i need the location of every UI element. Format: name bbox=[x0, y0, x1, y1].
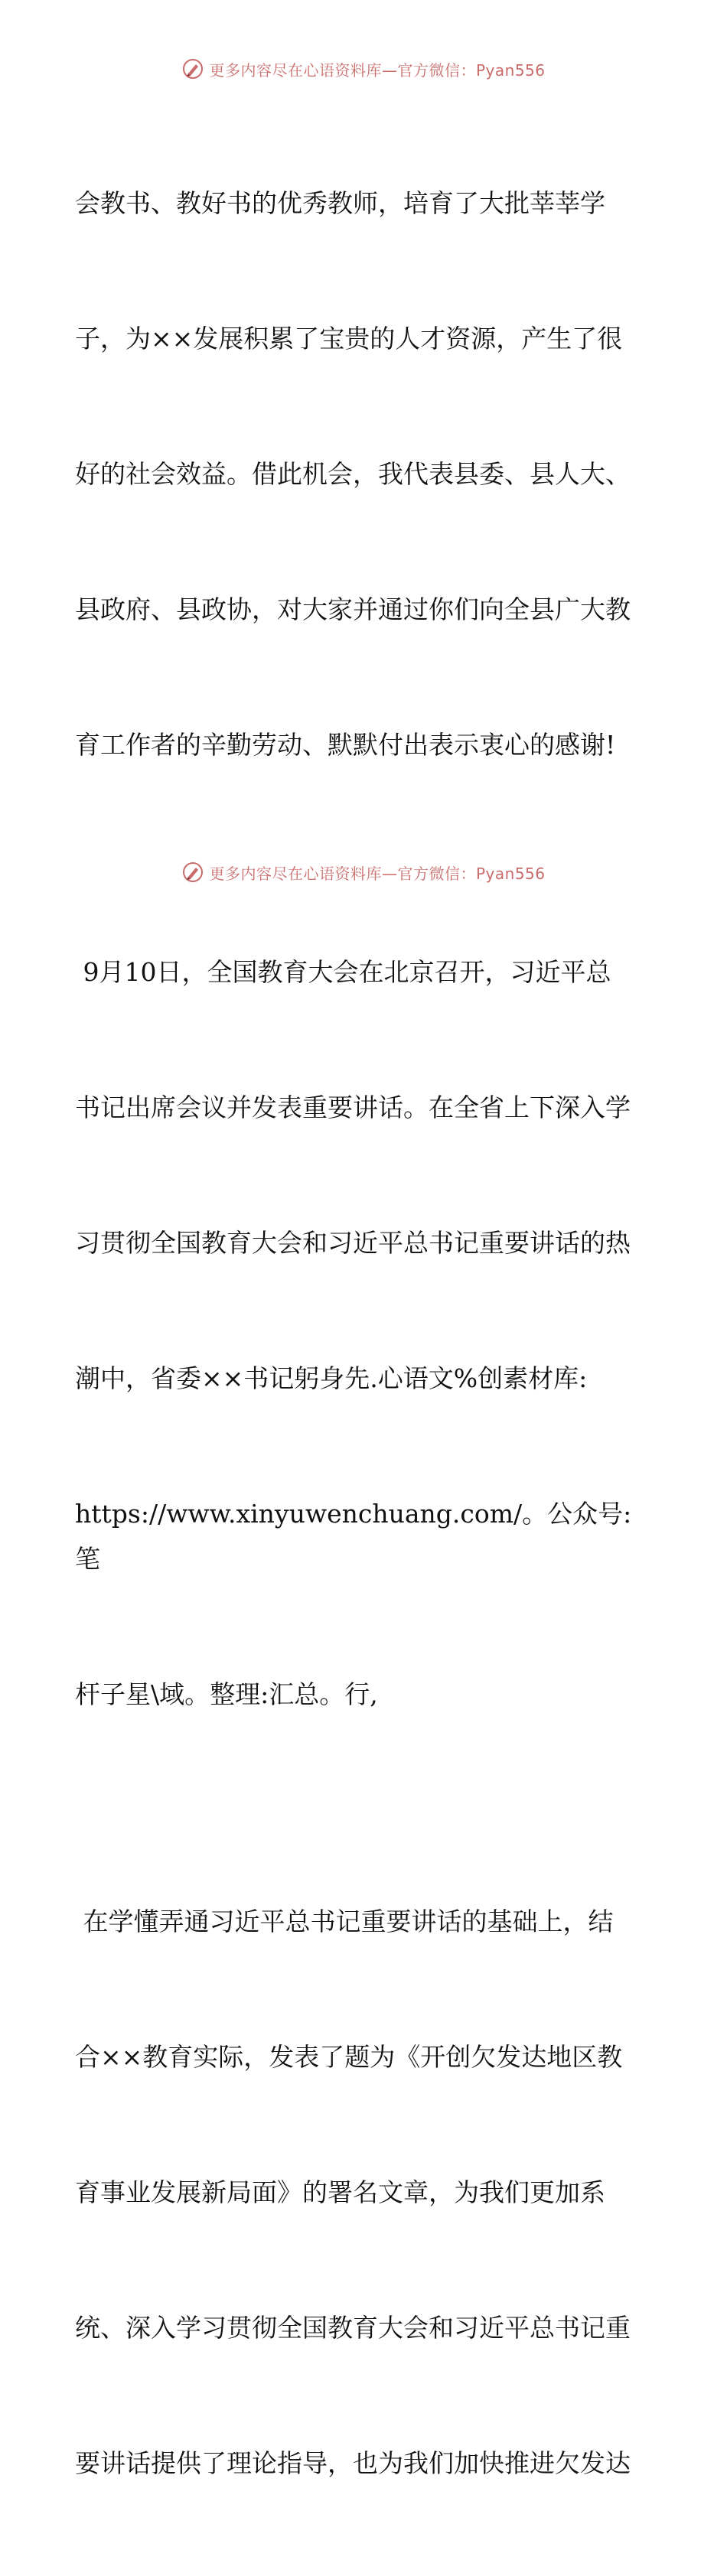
text-line: 书记出席会议并发表重要讲话。在全省上下深入学 bbox=[75, 1093, 631, 1122]
pen-logo-icon bbox=[181, 861, 204, 884]
text-line: 会教书、教好书的优秀教师，培育了大批莘莘学 bbox=[75, 188, 605, 218]
header-watermark-text: 更多内容尽在心语资料库—官方微信：Pyan556 bbox=[209, 60, 546, 80]
header-watermark bbox=[0, 54, 727, 84]
text-line: 县政府、县政协，对大家并通过你们向全县广大教 bbox=[75, 594, 631, 624]
text-line: 9月10日，全国教育大会在北京召开，习近平总 bbox=[75, 957, 611, 987]
paragraph-2 bbox=[75, 859, 657, 1807]
text-line: https://www.xinyuwenchuang.com/。公众号: 笔 bbox=[75, 1499, 640, 1574]
text-line: 合××教育实际，发表了题为《开创欠发达地区教 bbox=[75, 2042, 623, 2072]
footer-watermark-text: 更多内容尽在心语资料库—官方微信：Pyan556 bbox=[209, 864, 546, 883]
text-line: 潮中，省委××书记躬身先.心语文%创素材库: bbox=[75, 1363, 588, 1393]
text-line: 子，为××发展积累了宝贵的人才资源，产生了很 bbox=[75, 324, 623, 353]
pen-logo-icon bbox=[181, 57, 204, 80]
text-line: 要讲话提供了理论指导，也为我们加快推进欠发达 bbox=[75, 2448, 631, 2478]
text-line: 杆子星\域。整理:汇总。行, bbox=[75, 1679, 378, 1709]
text-line: 习贯彻全国教育大会和习近平总书记重要讲话的热 bbox=[75, 1228, 631, 1258]
paragraph-3 bbox=[75, 1809, 657, 2576]
footer-watermark bbox=[0, 857, 727, 887]
text-line: 育工作者的辛勤劳动、默默付出表示衷心的感谢! bbox=[75, 730, 616, 760]
paragraph-1 bbox=[75, 90, 657, 858]
text-line: 育事业发展新局面》的署名文章，为我们更加系 bbox=[75, 2177, 605, 2207]
text-line: 统、深入学习贯彻全国教育大会和习近平总书记重 bbox=[75, 2313, 631, 2343]
text-line: 在学懂弄通习近平总书记重要讲话的基础上，结 bbox=[75, 1907, 614, 1936]
document-body bbox=[75, 90, 657, 2576]
text-line: 好的社会效益。借此机会，我代表县委、县人大、 bbox=[75, 459, 631, 489]
